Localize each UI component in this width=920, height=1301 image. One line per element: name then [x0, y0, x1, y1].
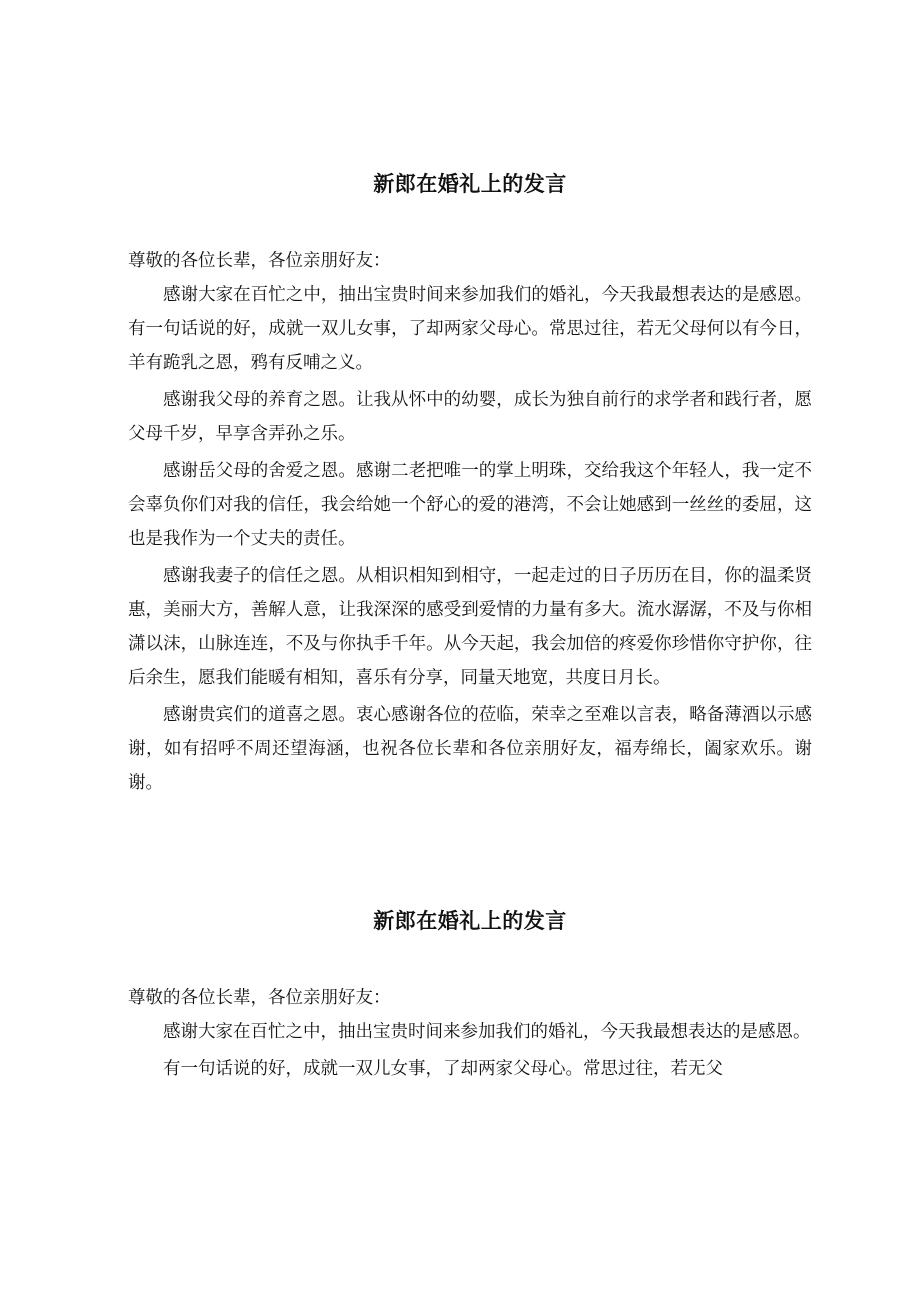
paragraph-saying: 有一句话说的好，成就一双儿女事，了却两家父母心。常思过往，若无父 — [163, 1059, 723, 1079]
paragraph-parents: 感谢我父母的养育之恩。让我从怀中的幼婴，成长为独自前行的求学者和践行者，愿父母千岁，早享含弄孙之乐。 — [128, 390, 812, 444]
speech-section-2 — [128, 905, 812, 1089]
paragraph-wife: 感谢我妻子的信任之恩。从相识相知到相守，一起走过的日子历历在目，你的温柔贤惠，美丽大方，善解人意，让我深深的感受到爱情的力量有多大。流水潺潺，不及与你相潇以沫，山脉连连，不及与你执手千年。从今天起，我会加倍的疼爱你珍惜你守护你，往后余生，愿我们能暖有相知，喜乐有分享，同量天地宽，共度日月长。 — [128, 566, 812, 688]
paragraph-gratitude-intro: 感谢大家在百忙之中，抽出宝贵时间来参加我们的婚礼，今天我最想表达的是感恩。 — [163, 1022, 811, 1042]
section-title: 新郎在婚礼上的发言 — [373, 172, 567, 196]
paragraph-parents-in-law: 感谢岳父母的舍爱之恩。感谢二老把唯一的掌上明珠，交给我这个年轻人，我一定不会辜负你们对我的信任，我会给她一个舒心的爱的港湾，不会让她感到一丝丝的委屈，这也是我作为一个丈夫的责任。 — [128, 461, 812, 549]
paragraph-gratitude-intro: 感谢大家在百忙之中，抽出宝贵时间来参加我们的婚礼，今天我最想表达的是感恩。有一句话说的好，成就一双儿女事，了却两家父母心。常思过往，若无父母何以有今日，羊有跪乳之恩，鸦有反哺之义。 — [128, 285, 812, 373]
speech-section-1 — [128, 168, 812, 803]
section-title: 新郎在婚礼上的发言 — [373, 909, 567, 933]
paragraph-guests: 感谢贵宾们的道喜之恩。衷心感谢各位的莅临，荣幸之至难以言表，略备薄酒以示感谢，如有招呼不周还望海涵，也祝各位长辈和各位亲朋好友，福寿绵长，阖家欢乐。谢谢。 — [128, 705, 812, 793]
salutation: 尊敬的各位长辈，各位亲朋好友： — [128, 251, 391, 271]
salutation: 尊敬的各位长辈，各位亲朋好友： — [128, 988, 391, 1008]
